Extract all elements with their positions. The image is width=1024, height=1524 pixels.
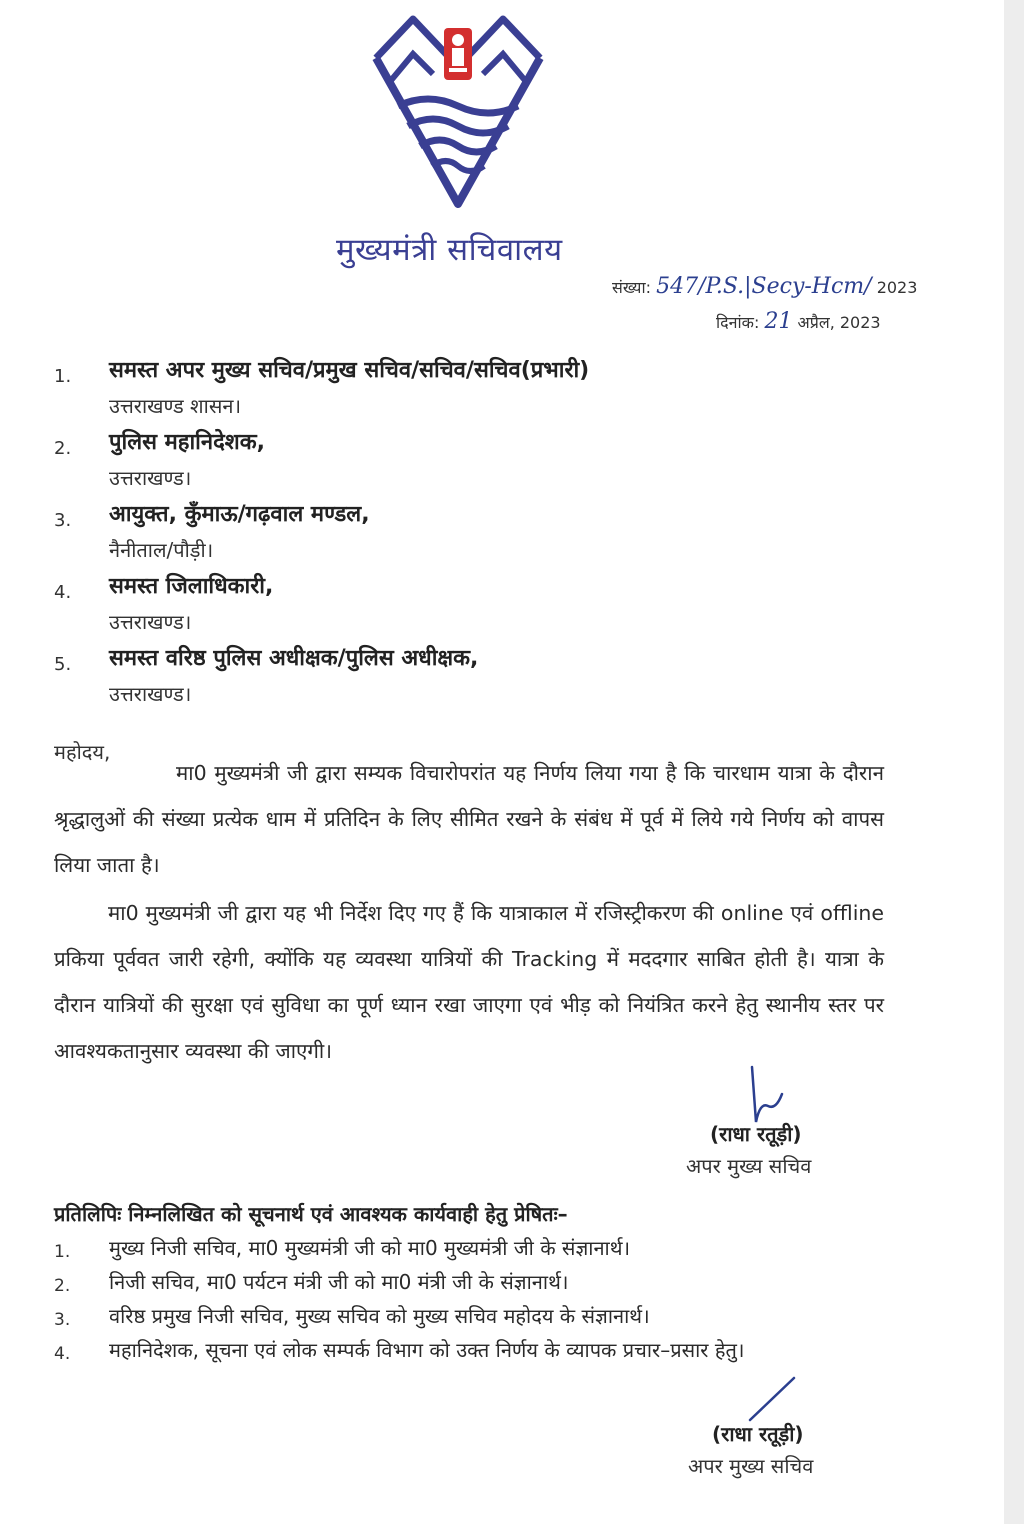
addressee-location: उत्तराखण्ड। (109, 682, 192, 706)
signatory-designation: अपर मुख्य सचिव (688, 1454, 814, 1478)
addressee-item (54, 568, 954, 640)
addressee-number: 5. (54, 654, 72, 675)
date-label: दिनांक: (716, 313, 760, 332)
copy-to-item (54, 1334, 914, 1368)
date-handwritten: 21 (764, 309, 793, 334)
copy-to-text: मुख्य निजी सचिव, मा0 मुख्यमंत्री जी को मा0 मुख्यमंत्री जी के संज्ञानार्थ। (109, 1236, 631, 1260)
copy-to-item (54, 1266, 914, 1300)
addressee-number: 2. (54, 438, 72, 459)
ref-handwritten: 547/P.S.|Secy-Hcm/ (656, 274, 872, 299)
copy-to-text: महानिदेशक, सूचना एवं लोक सम्पर्क विभाग को उक्त निर्णय के व्यापक प्रचार–प्रसार हेतु। (109, 1338, 745, 1362)
ref-label: संख्या: (612, 278, 651, 297)
copy-to-heading: प्रतिलिपिः निम्नलिखित को सूचनार्थ एवं आवश्यक कार्यवाही हेतु प्रेषितः– (54, 1202, 568, 1226)
body-paragraph-2: मा0 मुख्यमंत्री जी द्वारा यह भी निर्देश दिए गए हैं कि यात्राकाल में रजिस्ट्रीकरण की online एवं offline प्रकिया पूर्ववत जारी रहेगी, क्योंकि यह व्यवस्था यात्रियों की Tracking में मददगार साबित होती है। यात्रा के दौरान यात्रियों की सुरक्षा एवं सुविधा का पूर्ण ध्यान रखा जाएगा एवं भीड़ को नियंत्रित करने हेतु स्थानीय स्तर पर आवश्यकतानुसार व्यवस्था की जाएगी। (54, 901, 884, 1063)
copy-to-number: 2. (54, 1276, 71, 1296)
addressee-item (54, 352, 954, 424)
office-name: मुख्यमंत्री सचिवालय (336, 232, 563, 268)
addressee-item (54, 640, 954, 712)
copy-to-number: 1. (54, 1242, 71, 1262)
addressee-location: उत्तराखण्ड। (109, 610, 192, 634)
signature-mark (742, 1372, 802, 1424)
copy-to-list (54, 1232, 914, 1368)
date-rest: अप्रैल, 2023 (797, 313, 881, 332)
page-edge (1004, 0, 1024, 1524)
addressee-title: पुलिस महानिदेशक, (109, 430, 265, 455)
addressee-location: उत्तराखण्ड। (109, 466, 192, 490)
signatory-name: (राधा रतूड़ी) (712, 1422, 804, 1446)
copy-to-number: 4. (54, 1344, 71, 1364)
addressee-location: नैनीताल/पौड़ी। (109, 538, 214, 562)
addressee-number: 3. (54, 510, 72, 531)
copy-to-number: 3. (54, 1310, 71, 1330)
addressee-list (54, 352, 954, 712)
addressee-number: 4. (54, 582, 72, 603)
ref-year: 2023 (876, 278, 918, 297)
copy-to-text: वरिष्ठ प्रमुख निजी सचिव, मुख्य सचिव को मुख्य सचिव महोदय के संज्ञानार्थ। (109, 1304, 650, 1328)
addressee-title: समस्त अपर मुख्य सचिव/प्रमुख सचिव/सचिव/सचिव(प्रभारी) (109, 358, 590, 383)
reference-number (612, 274, 917, 299)
addressee-title: समस्त जिलाधिकारी, (109, 574, 274, 599)
addressee-title: आयुक्त, कुँमाऊ/गढ़वाल मण्डल, (109, 502, 370, 527)
copy-to-item (54, 1232, 914, 1266)
addressee-item (54, 424, 954, 496)
uttarakhand-emblem-logo (368, 14, 548, 214)
addressee-title: समस्त वरिष्ठ पुलिस अधीक्षक/पुलिस अधीक्षक, (109, 646, 479, 671)
signatory-name: (राधा रतूड़ी) (710, 1122, 802, 1146)
addressee-item (54, 496, 954, 568)
copy-to-text: निजी सचिव, मा0 पर्यटन मंत्री जी को मा0 मंत्री जी के संज्ञानार्थ। (109, 1270, 569, 1294)
addressee-number: 1. (54, 366, 72, 387)
signatory-designation: अपर मुख्य सचिव (686, 1154, 812, 1178)
addressee-location: उत्तराखण्ड शासन। (109, 394, 242, 418)
salutation: महोदय, (54, 740, 111, 764)
body-paragraph-1: मा0 मुख्यमंत्री जी द्वारा सम्यक विचारोपरांत यह निर्णय लिया गया है कि चारधाम यात्रा के दौरान श्रृद्धालुओं की संख्या प्रत्येक धाम में प्रतिदिन के लिए सीमित रखने के संबंध में पूर्व में लिये गये निर्णय को वापस लिया जाता है। (54, 761, 884, 877)
letter-date (716, 309, 881, 334)
copy-to-item (54, 1300, 914, 1334)
